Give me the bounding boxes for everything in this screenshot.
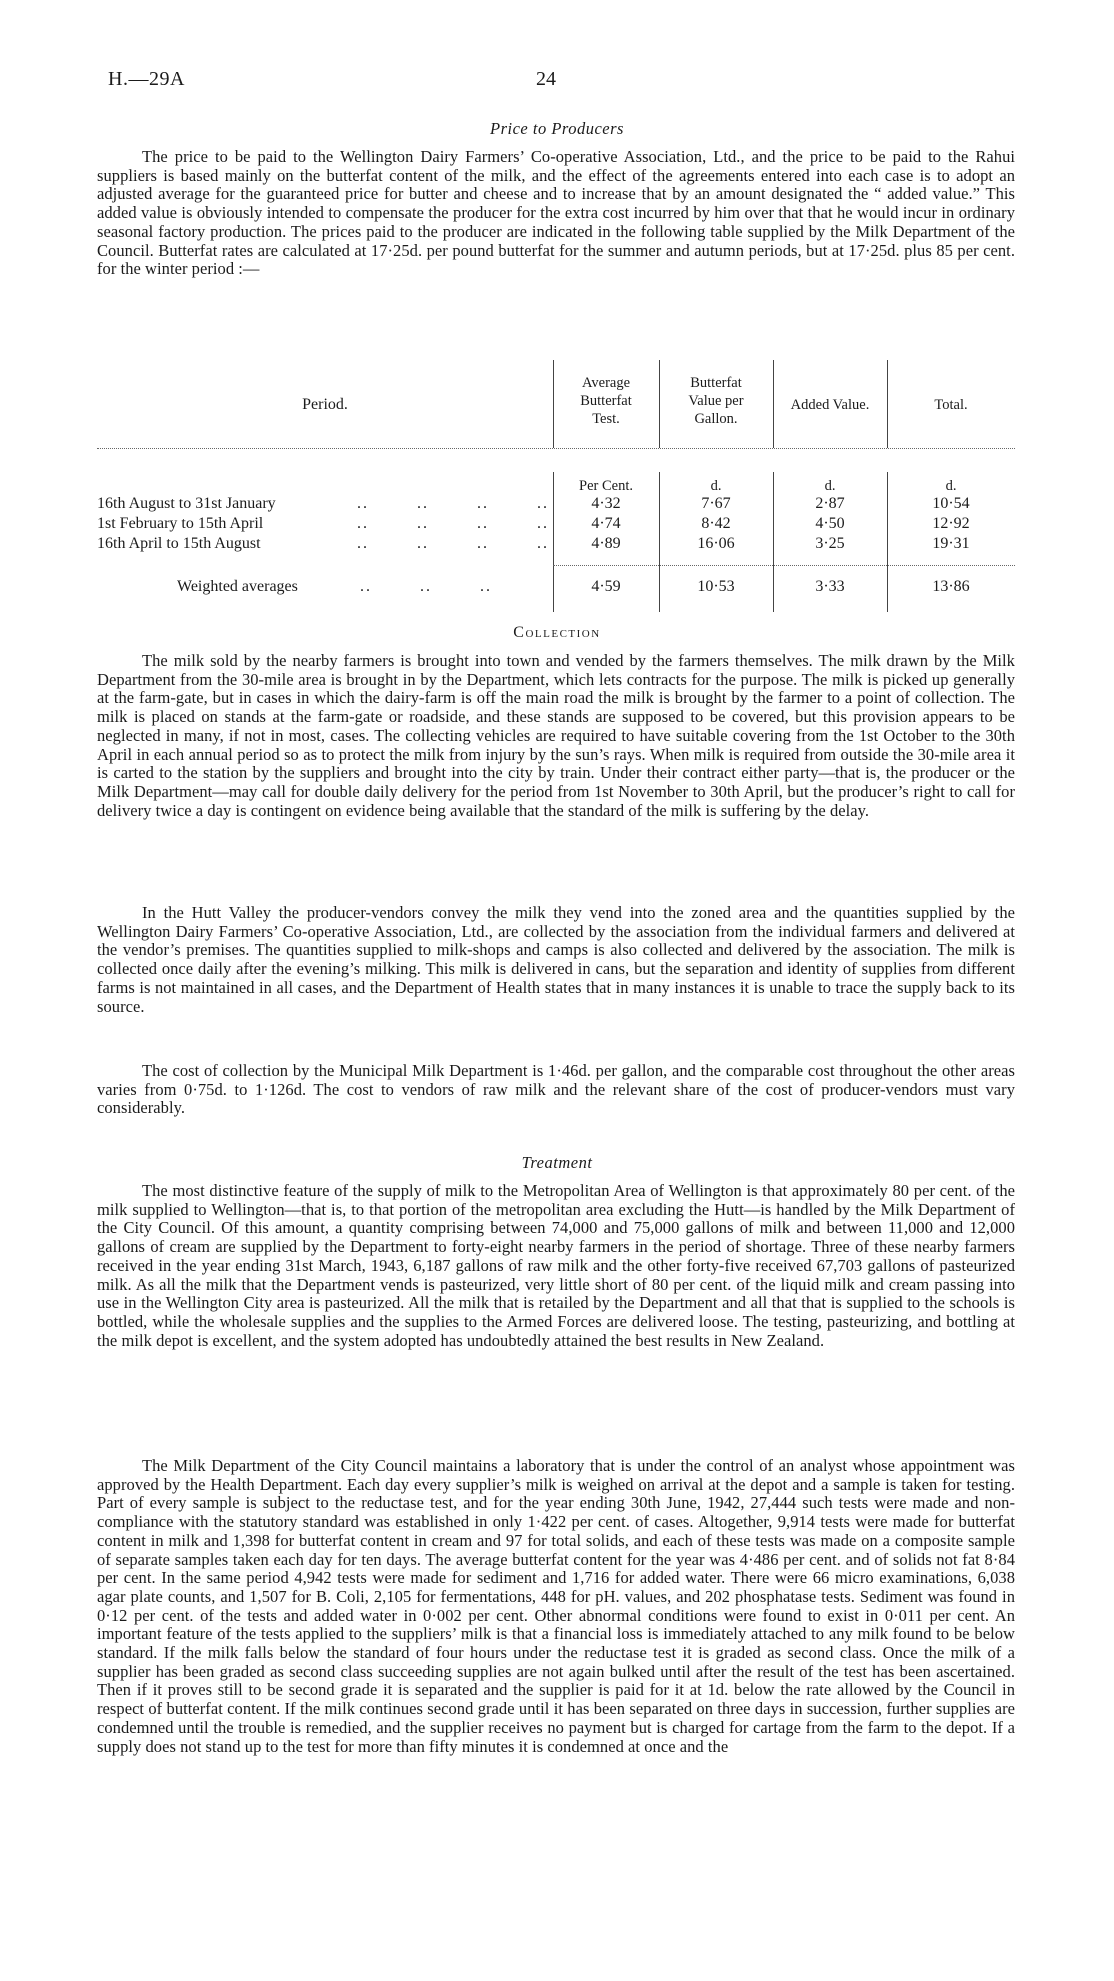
row-butterfat-test: 4·74 (591, 515, 621, 532)
paragraph-collection-1: The milk sold by the nearby farmers is brought into town and vended by the farmers themselves. The milk drawn by the Milk Department from the 30-mile area is brought in by the Department, which lets contracts for the purpose. The milk is picked up generally at the farm-gate, but in cases in which the dairy-farm is off the main road the milk is brought by the farmer to a point of collection. The milk is placed on stands at the farm-gate or roadside, and these stands are supposed to be covered, but this provision appears to be neglected in many, if not in most, cases. The collecting vehicles are required to have suitable covering from the 1st October to the 30th April in each annual period so as to protect the milk from injury by the sun’s rays. When milk is required from outside the 30-mile area it is carted to the station by the suppliers and brought into the city by train. Under their contract either party—that is, the producer or the Milk Department—may call for double daily delivery for the period from 1st November to 30th April, but the producer’s right to call for delivery twice a day is contingent on evidence being available that the standard of the milk is suffering by the delay. (97, 651, 1015, 820)
document-code: H.—29A (108, 68, 185, 90)
header-line: Test. (592, 411, 620, 427)
unit-total: d. (945, 478, 957, 494)
section-heading-collection: Collection (513, 624, 601, 641)
header-line: Butterfat (580, 393, 632, 409)
row-period: 16th August to 31st January (97, 495, 276, 512)
row-added-value: 3·25 (815, 535, 845, 552)
weighted-added-value: 3·33 (815, 578, 845, 595)
row-leader-dots: .. .. .. (360, 578, 492, 595)
weighted-butterfat-value: 10·53 (697, 578, 735, 595)
header-butterfat-test (553, 374, 659, 428)
row-added-value: 4·50 (815, 515, 845, 532)
header-butterfat-value (659, 374, 773, 428)
header-added-value: Added Value. (790, 397, 870, 413)
row-total: 19·31 (932, 535, 970, 552)
row-butterfat-test: 4·32 (591, 495, 621, 512)
header-line: Butterfat (690, 375, 742, 391)
paragraph-price: The price to be paid to the Wellington Dairy Farmers’ Co-operative Association, Ltd., and the price to be paid to the Rahui suppliers is based mainly on the butterfat content of the milk, and the effect of the agreements entered into each case is to adopt an adjusted average for the guaranteed price for butter and cheese and to increase that by an amount designated the “ added value.” This added value is obviously intended to compensate the producer for the extra cost incurred by him over that that he would incur in ordinary seasonal factory production. The prices paid to the producer are indicated in the following table supplied by the Milk Department of the Council. Butterfat rates are calculated at 17·25d. per pound butterfat for the summer and autumn periods, but at 17·25d. plus 85 per cent. for the winter period :— (97, 147, 1015, 279)
page-number: 24 (536, 68, 556, 90)
unit-butterfat-value: d. (710, 478, 722, 494)
row-period: 16th April to 15th August (97, 535, 261, 552)
price-table (97, 360, 1015, 612)
header-period: Period. (302, 396, 348, 413)
paragraph-treatment-2: The Milk Department of the City Council maintains a laboratory that is under the control of an analyst whose appointment was approved by the Health Department. Each day every supplier’s milk is weighed on arrival at the depot and a sample is taken for testing. Part of every sample is subject to the reductase test, and for the year ending 30th June, 1942, 27,444 such tests were made and non-compliance with the statutory standard was established in only 1·422 per cent. of cases. Altogether, 9,914 tests were made for butterfat content in milk and 1,398 for butterfat content in cream and 97 for total solids, and each of these tests was made on a composite sample of separate samples taken each day for ten days. The average butterfat content for the year was 4·486 per cent. and of solids not fat 8·84 per cent. In the same period 4,942 tests were made for sediment and 1,716 for added water. There were 66 micro examinations, 6,038 agar plate counts, and 1,507 for B. Coli, 2,105 for fermentations, 448 for pH. values, and 202 phosphatase tests. Sediment was found in 0·12 per cent. of the tests and added water in 0·002 per cent. Other abnormal conditions were found to exist in 0·011 per cent. An important feature of the tests applied to the suppliers’ milk is that a financial loss is immediately attached to any milk found to be below standard. If the milk falls below the standard of four hours under the reductase test it is graded as second class. Once the milk of a supplier has been graded as second class succeeding supplies are not again bulked until after the result of the test has been ascertained. Then if it proves still to be second grade it is separated and the supplier is paid for it at 1d. below the rate allowed by the Council in respect of butterfat content. If the milk continues second grade until it has been separated on three days in succession, further supplies are condemned until the trouble is remedied, and the supplier receives no payment but is charged for cartage from the farm to the depot. If a supply does not stand up to the test for more than fifty minutes it is condemned at once and the (97, 1456, 1015, 1756)
unit-butterfat-test: Per Cent. (579, 478, 633, 494)
weighted-total: 13·86 (932, 578, 970, 595)
row-leader-dots: .. .. .. .. (357, 515, 549, 532)
weighted-butterfat-test: 4·59 (591, 578, 621, 595)
paragraph-treatment-1: The most distinctive feature of the supply of milk to the Metropolitan Area of Wellington is that approximately 80 per cent. of the milk supplied to Wellington—that is, to that portion of the metropolitan area excluding the Hutt—is handled by the Milk Department of the City Council. Of this amount, a quantity comprising between 74,000 and 75,000 gallons of milk and between 11,000 and 12,000 gallons of cream are supplied by the Department to forty-eight nearby farmers in the period of shortage. Three of these nearby farmers received in the year ending 31st March, 1943, 6,187 gallons of raw milk and the other forty-five received 67,703 gallons of pasteurized milk. As all the milk that the Department vends is pasteurized, very little short of 80 per cent. of the liquid milk and cream passing into use in the Wellington City area is pasteurized. All the milk that is retailed by the Department and all that that is supplied to the schools is bottled, while the wholesale supplies and the supplies to the Armed Forces are delivered loose. The testing, pasteurizing, and bottling at the milk depot is excellent, and the system adopted has undoubtedly attained the best results in New Zealand. (97, 1181, 1015, 1350)
row-added-value: 2·87 (815, 495, 845, 512)
table-rule (97, 448, 1015, 449)
row-butterfat-value: 16·06 (697, 535, 735, 552)
row-leader-dots: .. .. .. .. (357, 535, 549, 552)
header-line: Gallon. (694, 411, 738, 427)
section-heading-treatment: Treatment (521, 1153, 593, 1172)
row-butterfat-value: 7·67 (701, 495, 731, 512)
row-period: 1st February to 15th April (97, 515, 264, 532)
unit-added-value: d. (824, 478, 836, 494)
section-heading-price: Price to Producers (490, 119, 624, 138)
table-rule (553, 565, 1015, 566)
weighted-label: Weighted averages (177, 578, 298, 595)
row-butterfat-test: 4·89 (591, 535, 621, 552)
header-total: Total. (934, 397, 968, 413)
row-butterfat-value: 8·42 (701, 515, 731, 532)
paragraph-collection-3: The cost of collection by the Municipal Milk Department is 1·46d. per gallon, and the comparable cost throughout the other areas varies from 0·75d. to 1·126d. The cost to vendors of raw milk and the relevant share of the cost of producer-vendors must vary considerably. (97, 1061, 1015, 1118)
row-total: 10·54 (932, 495, 970, 512)
header-line: Average (581, 375, 631, 391)
paragraph-collection-2: In the Hutt Valley the producer-vendors convey the milk they vend into the zoned area and the quantities supplied by the Wellington Dairy Farmers’ Co-operative Association, Ltd., are collected by the association from the individual farmers and delivered at the vendor’s premises. The quantities supplied to milk-shops and camps is also collected and delivered by the association. The milk is collected once daily after the evening’s milking. This milk is delivered in cans, but the separation and identity of supplies from different farms is not maintained in all cases, and the Department of Health states that in many instances it is unable to trace the supply back to its source. (97, 903, 1015, 1016)
row-leader-dots: .. .. .. .. (357, 495, 549, 512)
row-total: 12·92 (932, 515, 970, 532)
header-line: Value per (688, 393, 744, 409)
